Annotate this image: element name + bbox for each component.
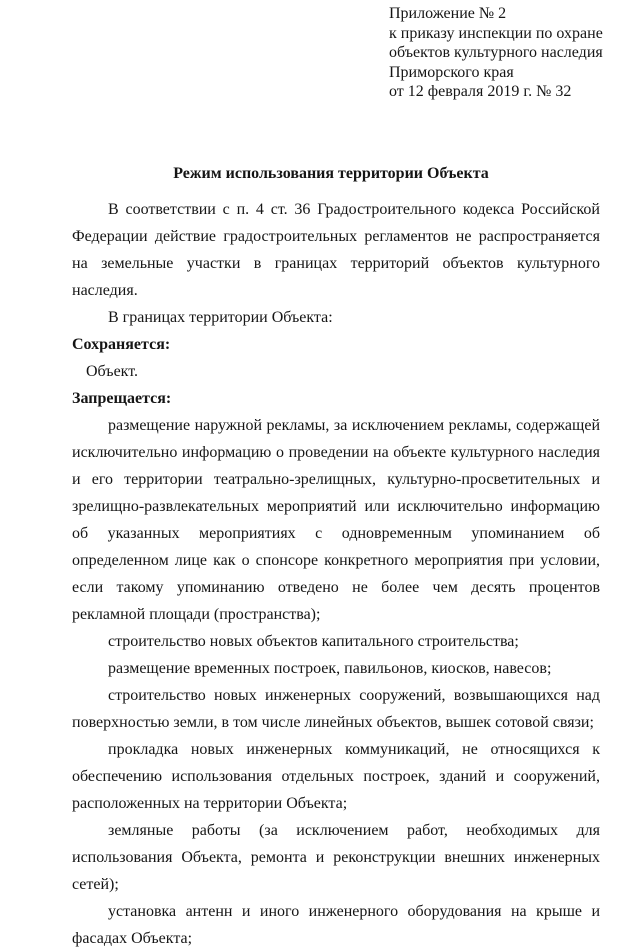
intro-paragraph: В соответствии с п. 4 ст. 36 Градостроительного кодекса Российской Федерации действие градостроительных регламентов не распространяется на земельные участки в границах территорий объектов культурного наследия. [72,201,600,299]
preserved-heading: Сохраняется: [72,336,171,353]
appendix-header [389,4,629,102]
document-title: Режим использования территории Объекта [173,165,489,182]
order-reference: к приказу инспекции по охране [389,24,603,42]
appendix-number: Приложение № 2 [389,5,507,22]
region-name: Приморского края [389,63,514,81]
prohibited-item-antennas: установка антенн и иного инженерного оборудования на крыше и фасадах Объекта; [72,903,600,947]
prohibited-heading: Запрещается: [72,390,172,407]
order-date: от 12 февраля 2019 г. № 32 [389,83,572,100]
preserved-item: Объект. [86,363,139,380]
prohibited-item-engineering-structures: строительство новых инженерных сооружений, возвышающихся над поверхностью земли, в том числе линейных объектов, вышек сотовой связи; [72,687,600,731]
prohibited-item-temporary-buildings: размещение временных построек, павильонов, киосков, навесов; [108,660,552,677]
prohibited-item-earthworks: земляные работы (за исключением работ, необходимых для использования Объекта, ремонта и реконструкции внешних инженерных сетей); [72,822,600,893]
issuing-body: объектов культурного наследия [389,44,603,61]
prohibited-item-communications: прокладка новых инженерных коммуникаций, не относящихся к обеспечению использования отдельных построек, зданий и сооружений, расположенных на территории Объекта; [72,741,600,812]
document-body [72,196,600,952]
prohibited-item-construction: строительство новых объектов капитального строительства; [108,633,519,650]
territory-paragraph: В границах территории Объекта: [108,309,333,326]
prohibited-item-advertising: размещение наружной рекламы, за исключением рекламы, содержащей исключительно информацию о проведении на объекте культурного наследия и его территории театрально-зрелищных, культурно-просветительных и зрелищно-развлекательных мероприятий или исключительно информацию об указанных мероприятиях с одновременным упоминанием об определенном лице как о спонсоре конкретного мероприятия при условии, если такому упоминанию отведено не более чем десять процентов рекламной площади (пространства); [72,417,600,623]
